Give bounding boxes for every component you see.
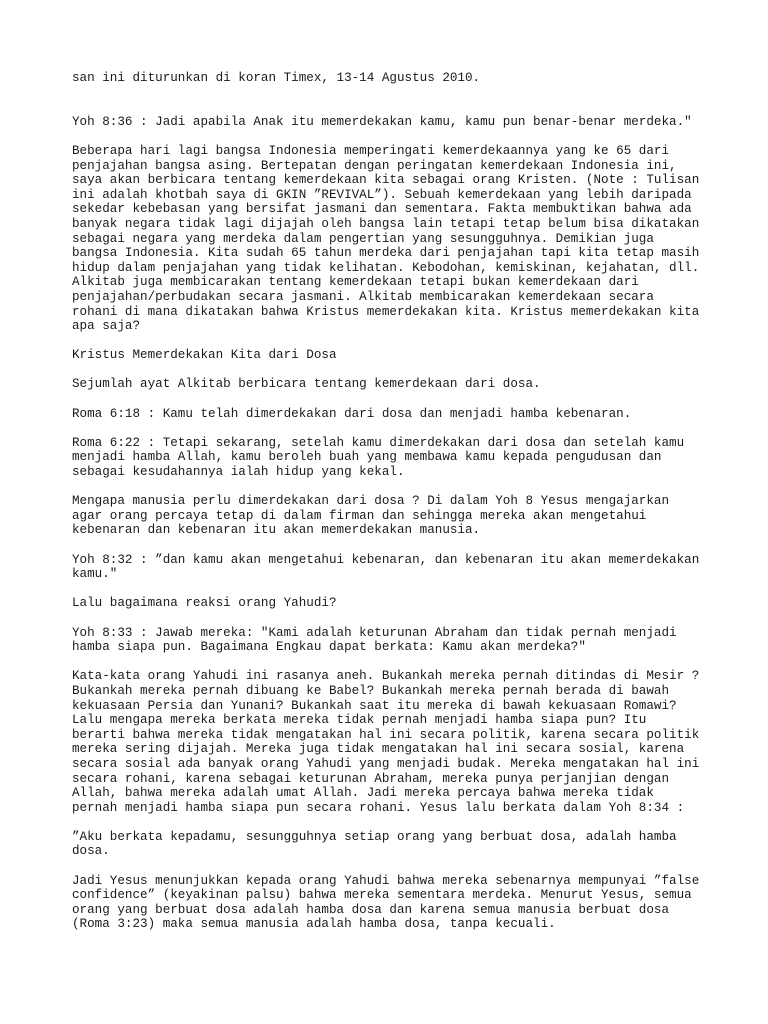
text-line: Lalu bagaimana reaksi orang Yahudi? [72,596,337,611]
text-line: Mengapa manusia perlu dimerdekakan dari dosa ? Di dalam Yoh 8 Yesus mengajarkan [72,494,670,509]
text-line: mereka sering dijajah. Mereka juga tidak mengatakan hal ini secara sosial, karena [72,742,685,757]
text-line: Yoh 8:32 : ”dan kamu akan mengetahui kebenaran, dan kebenaran itu akan memerdekakan [72,552,700,567]
text-line: Roma 6:18 : Kamu telah dimerdekakan dari dosa dan menjadi hamba kebenaran. [72,406,632,421]
section-heading [72,348,712,363]
text-line: secara sosial ada banyak orang Yahudi yang menjadi budak. Mereka mengatakan hal ini [72,756,700,771]
verse-roma-6-22 [72,436,712,480]
text-line: berarti bahwa mereka tidak mengatakan hal ini secara politik, karena secara politik [72,727,700,742]
text-line: kamu." [72,567,118,582]
text-line: sebagai kesudahannya ialah hidup yang kekal. [72,465,405,480]
paragraph-jadi-yesus [72,874,712,932]
text-line: orang yang berbuat dosa adalah hamba dosa dan karena semua manusia berbuat dosa [72,902,670,917]
text-line: sekedar kebebasan yang bersifat jasmani dan sementara. Fakta membuktikan bahwa ada [72,202,692,217]
paragraph-reaksi [72,596,712,611]
text-line: dosa. [72,844,110,859]
text-line: ini adalah khotbah saya di GKIN ”REVIVAL”). Sebuah kemerdekaan yang lebih daripada [72,187,692,202]
text-line: penjajahan/perbudakan secara jasmani. Alkitab membicarakan kemerdekaan secara [72,289,654,304]
text-line: apa saja? [72,319,141,334]
verse-yoh-8-32 [72,553,712,582]
paragraph-mengapa [72,494,712,538]
text-line: Bukankah mereka pernah dibuang ke Babel? Bukankah mereka pernah berada di bawah [72,683,670,698]
text-line: saya akan berbicara tentang kemerdekaan kita sebagai orang Kristen. (Note : Tulisan [72,173,700,188]
text-line: kebenaran dan kebenaran itu akan memerdekakan manusia. [72,523,481,538]
document-page [72,71,712,932]
text-line: Kristus Memerdekakan Kita dari Dosa [72,348,337,363]
text-line: Lalu mengapa mereka berkata mereka tidak pernah menjadi hamba siapa pun? Itu [72,713,647,728]
text-line: sebagai negara yang merdeka dalam pengertian yang sesungguhnya. Demikian juga [72,231,654,246]
text-line: penjajahan bangsa asing. Bertepatan dengan peringatan kemerdekaan Indonesia ini, [72,158,677,173]
text-line: Yoh 8:33 : Jawab mereka: "Kami adalah keturunan Abraham dan tidak pernah menjadi [72,625,677,640]
text-line: confidence” (keyakinan palsu) bahwa mereka sementara merdeka. Menurut Yesus, semua [72,888,692,903]
verse-roma-6-18 [72,407,712,422]
text-line: hamba siapa pun. Bagaimana Engkau dapat berkata: Kamu akan merdeka?" [72,640,586,655]
text-line: Roma 6:22 : Tetapi sekarang, setelah kamu dimerdekakan dari dosa dan setelah kamu [72,435,685,450]
text-line: Yoh 8:36 : Jadi apabila Anak itu memerdekakan kamu, kamu pun benar-benar merdeka." [72,114,692,129]
text-line: bangsa Indonesia. Kita sudah 65 tahun merdeka dari penjajahan tapi kita tetap masih [72,246,700,261]
verse-yoh-8-36 [72,115,712,130]
text-line: Sejumlah ayat Alkitab berbicara tentang kemerdekaan dari dosa. [72,377,541,392]
text-line: Alkitab juga membicarakan tentang kemerdekaan tetapi bukan kemerdekaan dari [72,275,639,290]
text-line: Jadi Yesus menunjukkan kepada orang Yahudi bahwa mereka sebenarnya mempunyai ”false [72,873,700,888]
paragraph-intro [72,144,712,334]
intro-note [72,71,712,86]
text-line: banyak negara tidak lagi dijajah oleh bangsa lain tetapi tetap belum bisa dikatakan [72,216,700,231]
text-line: menjadi hamba Allah, kamu beroleh buah yang membawa kamu kepada pengudusan dan [72,450,662,465]
text-line: Beberapa hari lagi bangsa Indonesia memperingati kemerdekaannya yang ke 65 dari [72,143,670,158]
text-line: secara rohani, karena sebagai keturunan Abraham, mereka punya perjanjian dengan [72,771,670,786]
verse-yoh-8-33 [72,626,712,655]
text-line: Kata-kata orang Yahudi ini rasanya aneh. Bukankah mereka pernah ditindas di Mesir ? [72,669,700,684]
text-line: rohani di mana dikatakan bahwa Kristus memerdekakan kita. Kristus memerdekakan kita [72,304,700,319]
text-line: Allah, bahwa mereka adalah umat Allah. Jadi mereka percaya bahwa mereka tidak [72,786,654,801]
text-line: ”Aku berkata kepadamu, sesungguhnya setiap orang yang berbuat dosa, adalah hamba [72,829,677,844]
text-line: san ini diturunkan di koran Timex, 13-14 Agustus 2010. [72,71,481,85]
text-line: pernah menjadi hamba siapa pun secara rohani. Yesus lalu berkata dalam Yoh 8:34 : [72,800,685,815]
text-line: agar orang percaya tetap di dalam firman dan sehingga mereka akan mengetahui [72,508,647,523]
paragraph-ayat [72,377,712,392]
text-line: (Roma 3:23) maka semua manusia adalah hamba dosa, tanpa kecuali. [72,917,556,932]
text-line: hidup dalam penjajahan yang tidak kelihatan. Kebodohan, kemiskinan, kejahatan, dll. [72,260,700,275]
paragraph-kata-kata [72,669,712,815]
text-line: kekuasaan Persia dan Yunani? Bukankah saat itu mereka di bawah kekuasaan Romawi? [72,698,677,713]
verse-yoh-8-34 [72,830,712,859]
